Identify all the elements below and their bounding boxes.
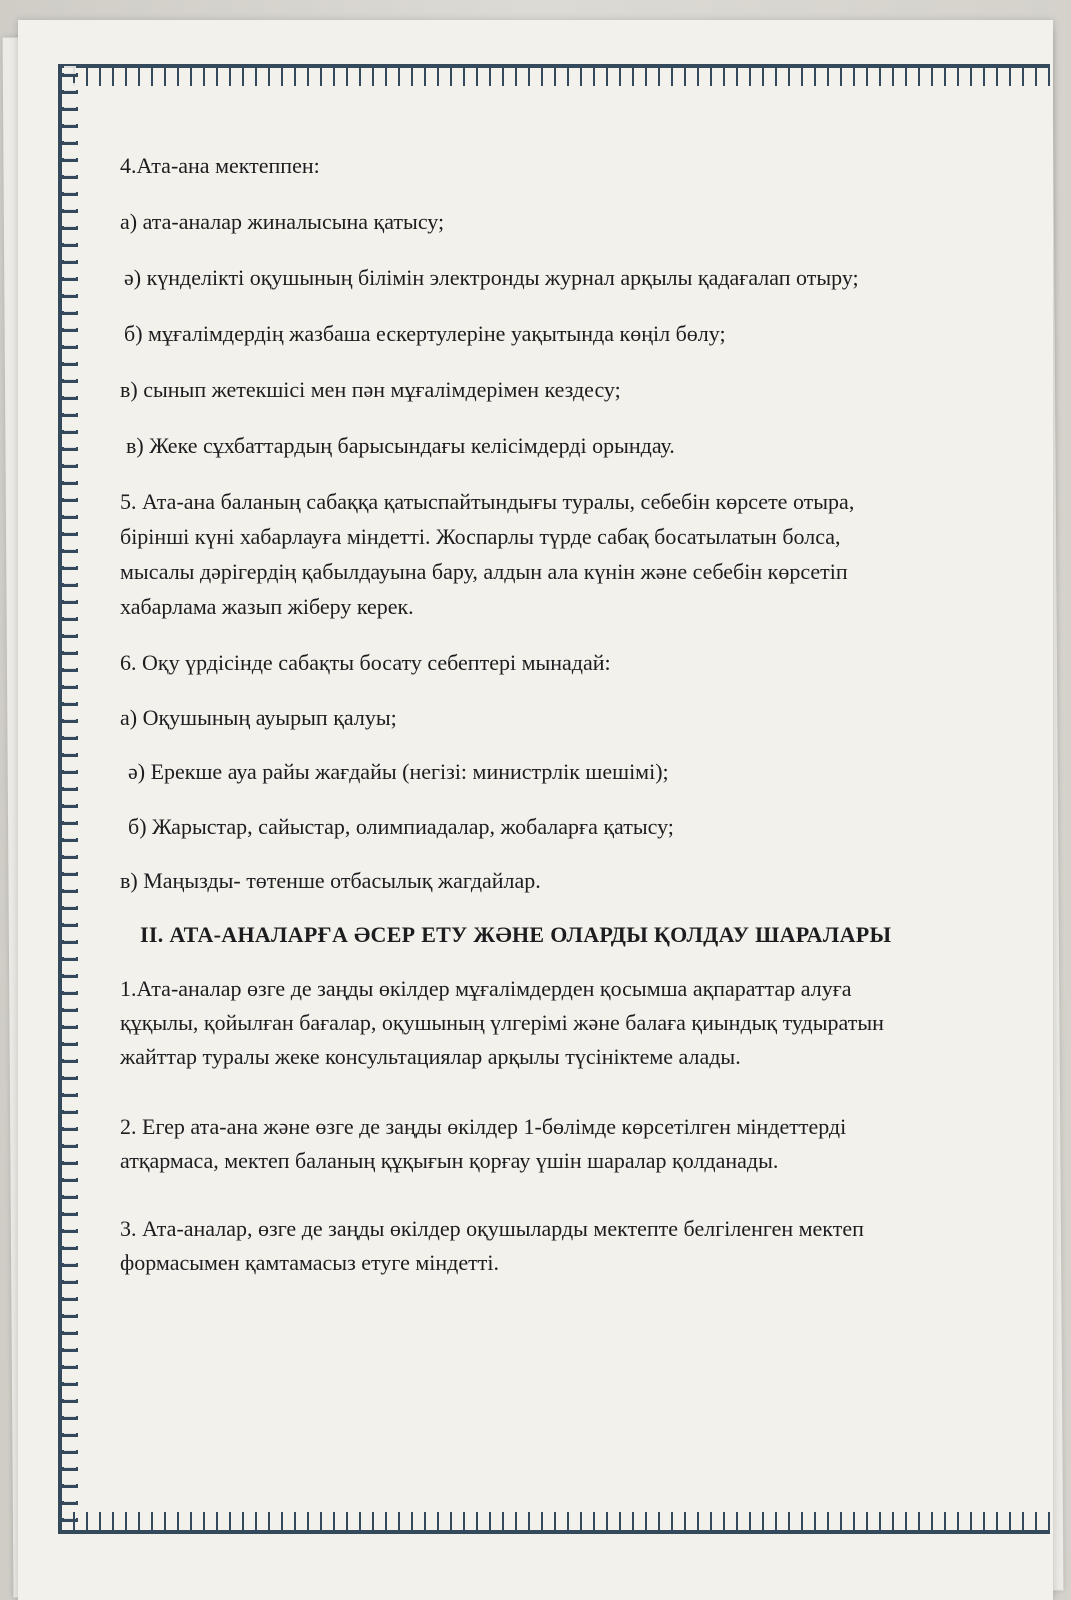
item-5-line-1: 5. Ата-ана баланың сабаққа қатыспайтындығы туралы, себебін көрсете отыра, <box>120 489 855 514</box>
item-5-line-4: хабарлама жазып жіберу керек. <box>120 594 414 619</box>
item-5-line-3: мысалы дәрігердің қабылдауына бару, алдын ала күнін және себебін көрсетіп <box>120 559 848 584</box>
item-4-v: в) сынып жетекшісі мен пән мұғалімдерімен кездесу; <box>120 377 621 402</box>
section-p2-line-1: 2. Егер ата-ана және өзге де заңды өкілдер 1-бөлімде көрсетілген міндеттерді <box>120 1114 847 1139</box>
section-p1-line-3: жайттар туралы жеке консультациялар арқылы түсініктеме алады. <box>120 1044 741 1069</box>
item-6-b: б) Жарыстар, сайыстар, олимпиадалар, жобаларға қатысу; <box>128 814 674 839</box>
item-5-line-2: бірінші күні хабарлауға міндетті. Жоспарлы түрде сабақ босатылатын болса, <box>120 524 841 549</box>
page-border-left <box>58 64 78 1534</box>
item-4-b: б) мұғалімдердің жазбаша ескертулеріне уақытында көңіл бөлу; <box>124 321 726 346</box>
section-p3-line-2: формасымен қамтамасыз етуге міндетті. <box>120 1250 499 1275</box>
item-4-title: 4.Ата-ана мектеппен: <box>120 153 320 178</box>
page-border-bottom <box>60 1512 1050 1534</box>
item-6-v: в) Маңызды- төтенше отбасылық жагдайлар. <box>120 868 541 893</box>
item-6-title: 6. Оқу үрдісінде сабақты босату себептері мынадай: <box>120 650 611 675</box>
section-p2-line-2: атқармаса, мектеп баланың құқығын қорғау үшін шаралар қолданады. <box>120 1148 779 1173</box>
document-page <box>18 20 1053 1600</box>
item-4-a: а) ата-аналар жиналысына қатысу; <box>120 209 445 234</box>
item-4-ae: ә) күнделікті оқушының білімін электронды журнал арқылы қадағалап отыру; <box>124 265 859 290</box>
section-p3-line-1: 3. Ата-аналар, өзге де заңды өкілдер оқушыларды мектепте белгіленген мектеп <box>120 1216 864 1241</box>
page-border-top <box>60 64 1050 86</box>
section-p1-line-1: 1.Ата-аналар өзге де заңды өкілдер мұғалімдерден қосымша ақпараттар алуға <box>120 976 852 1001</box>
section-p1-line-2: құқылы, қойылған бағалар, оқушының үлгерімі және балаға қиындық тудыратын <box>120 1010 884 1035</box>
section-heading: II. АТА-АНАЛАРҒА ӘСЕР ЕТУ ЖӘНЕ ОЛАРДЫ ҚОЛДАУ ШАРАЛАРЫ <box>140 922 892 947</box>
item-6-a: а) Оқушының ауырып қалуы; <box>120 705 397 730</box>
item-4-v2: в) Жеке сұхбаттардың барысындағы келісімдерді орындау. <box>126 433 675 458</box>
item-6-ae: ә) Ерекше ауа райы жағдайы (негізі: министрлік шешімі); <box>128 759 669 784</box>
